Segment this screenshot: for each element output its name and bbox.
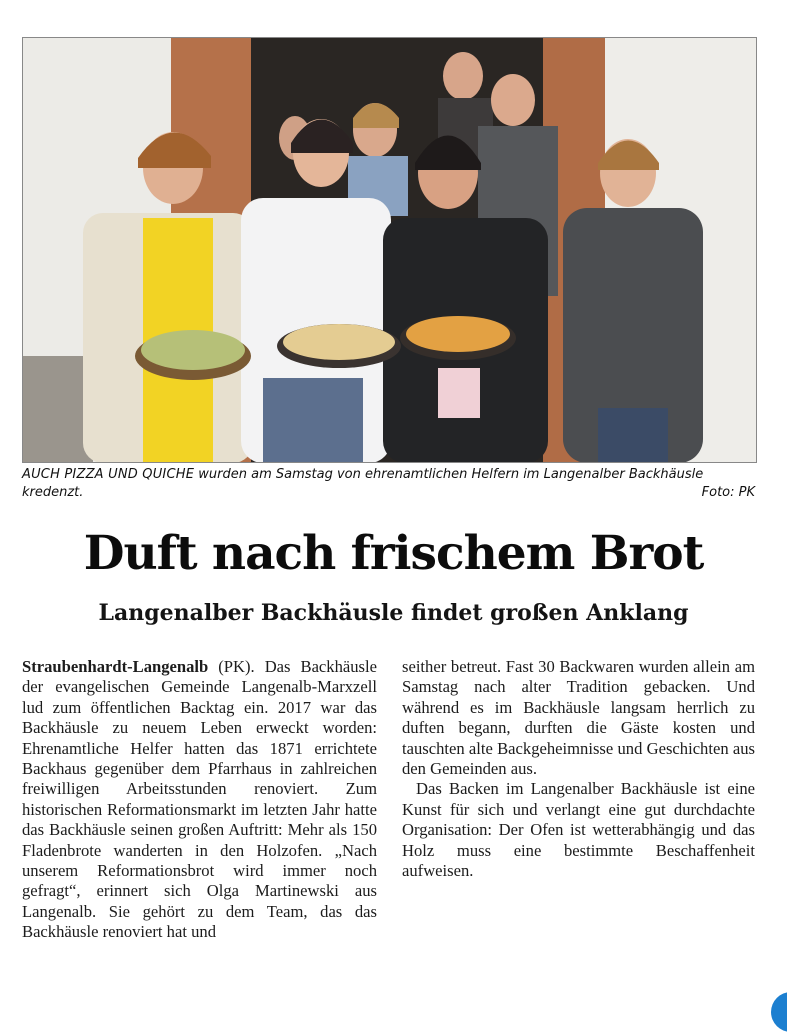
article-headline: Duft nach frischem Brot: [83, 526, 704, 581]
group-photo-illustration: [23, 38, 756, 462]
photo-caption: [22, 466, 755, 502]
paragraph-1: [22, 657, 377, 943]
corner-button[interactable]: [771, 992, 787, 1032]
caption-lead: AUCH PIZZA UND QUICHE: [22, 467, 195, 482]
caption-text: [22, 466, 755, 502]
caption-body: wurden am Samstag von ehrenamtlichen Helfern im Langenalber Backhäusle kredenzt.: [22, 467, 704, 500]
article-subheadline: Langenalber Backhäusle findet großen Anklang: [98, 600, 689, 626]
article-column-right: [402, 657, 755, 881]
agency-tag: (PK).: [208, 657, 265, 676]
dateline: Straubenhardt-Langenalb: [22, 657, 209, 676]
paragraph-1-left-text: Das Backhäusle der evangelischen Gemeinde Langenalb-Marxzell lud zum öffentlichen Backtag ein. 2017 war das Backhäusle zu neuem Leben erweckt worden: Ehrenamtliche Helfer hatten das 1871 errichtete Backhaus gegenüber dem Pfarrhaus in zahlreichen freiwilligen Arbeitsstunden renoviert. Zum historischen Reformationsmarkt im letzten Jahr hatte das Backhäusle seinen großen Auftritt: Mehr als 150 Fladenbrote wanderten in den Holzofen. „Nach unserem Reformationsbrot wird immer noch gefragt“, erinnert sich Olga Martinewski aus Langenalb. Sie gehört zu dem Team, das das Backhäusle renoviert hat und: [22, 657, 377, 942]
paragraph-2: Das Backen im Langenalber Backhäusle ist eine Kunst für sich und verlangt eine gut durchdachte Organisation: Der Ofen ist wetterabhängig und das Holz muss eine bestimmte Beschaffenheit aufweisen.: [402, 779, 755, 881]
paragraph-1-continued: seither betreut. Fast 30 Backwaren wurden allein am Samstag nach alter Tradition gebacken. Und während es im Backhäusle langsam herrlich zu duften begann, durften die Gäste kosten und tauschten alte Backgeheimnisse und Geschichten aus den Gemeinden aus.: [402, 657, 755, 779]
photo-credit: Foto: PK: [701, 485, 755, 500]
article-photo: [22, 37, 757, 463]
article-column-left: [22, 657, 377, 943]
